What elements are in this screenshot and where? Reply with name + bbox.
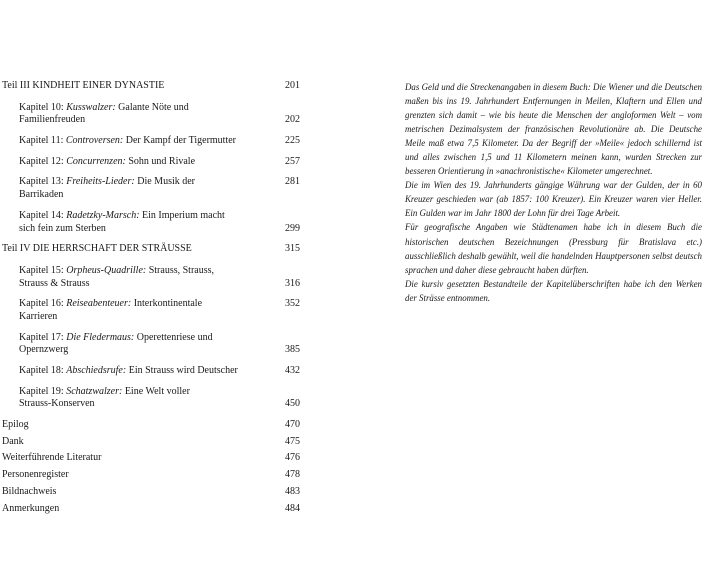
- page-number: 225: [285, 135, 300, 147]
- note-paragraph: Für geografische Angaben wie Städtenamen habe ich in diesem Buch die historischen deutschen Bezeichnungen (Pressburg für Bratislava etc.) ausschließlich deshalb gewählt, weil die handelnden Hauptpersonen selbst deutsch sprachen und daher diese gebraucht haben dürften.: [405, 222, 702, 275]
- page-number: 476: [285, 452, 300, 464]
- page-number: 316: [285, 277, 300, 289]
- toc-dank: Dank 475: [2, 435, 300, 447]
- page-number: 257: [285, 155, 300, 167]
- toc-chapter-12: Kapitel 12: Concurrenzen: Sohn und Rivale 257: [19, 155, 300, 167]
- toc-anmerkungen: Anmerkungen 484: [2, 502, 300, 514]
- toc-personenregister: Personenregister 478: [2, 469, 300, 481]
- toc-part-4: Teil IV DIE HERRSCHAFT DER STRÄUSSE 315: [2, 243, 300, 255]
- toc-chapter-16: Kapitel 16: Reiseabenteuer: Interkontinentale Karrieren 352: [19, 298, 300, 322]
- note-paragraph: Die kursiv gesetzten Bestandteile der Kapitelüberschriften habe ich den Werken der Strässe entnommen.: [405, 278, 702, 303]
- toc-epilog: Epilog 470: [2, 419, 300, 431]
- page-number: 315: [285, 243, 300, 255]
- toc-chapter-10: Kapitel 10: Kusswalzer: Galante Nöte und Familienfreuden 202: [19, 101, 300, 126]
- toc-chapter-13: Kapitel 13: Freiheits-Lieder: Die Musik der Barrikaden 281: [19, 176, 300, 201]
- toc-chapter-19: Kapitel 19: Schatzwalzer: Eine Welt voller Strauss-Konserven 450: [19, 385, 300, 410]
- table-of-contents: [2, 80, 300, 519]
- note-paragraph: Die im Wien des 19. Jahrhunderts gängige Währung war der Gulden, der in 60 Kreuzer geschieden war (ab 1857: 100 Kreuzer). Ein Kreuzer waren vier Heller. Ein Gulden war im Jahr 1800 der Lohn für drei Tage Arbeit.: [405, 180, 702, 219]
- toc-chapter-18: Kapitel 18: Abschiedsrufe: Ein Strauss wird Deutscher 432: [19, 365, 300, 376]
- page-number: 202: [285, 114, 300, 126]
- page-number: 470: [285, 419, 300, 431]
- page-number: 352: [285, 298, 300, 310]
- page-number: 450: [285, 398, 300, 410]
- page-number: 385: [285, 344, 300, 356]
- page-number: 299: [285, 222, 300, 234]
- toc-part-3: Teil III KINDHEIT EINER DYNASTIE 201: [2, 80, 300, 91]
- page-number: 484: [285, 502, 300, 514]
- page-number: 432: [285, 365, 300, 376]
- toc-bildnachweis: Bildnachweis 483: [2, 485, 300, 497]
- toc-literatur: Weiterführende Literatur 476: [2, 452, 300, 464]
- page-number: 201: [285, 80, 300, 91]
- toc-chapter-17: Kapitel 17: Die Fledermaus: Operettenriese und Opernzwerg 385: [19, 331, 300, 356]
- note-paragraph: Das Geld und die Streckenangaben in diesem Buch: Die Wiener und die Deutschen maßen bis ins 19. Jahrhundert Entfernungen in Meilen, Klaftern und Ellen und grenzten sich damit – wie bis heute die Menschen der angloformen Welt – vom metrischen Dezimalsystem der französischen Revolutionäre ab. Die Deutsche Meile maß etwa 7,5 Kilometer. Da der Begriff der »Meile« jedoch schillernd ist und alles zwischen 1,5 und 11 Kilometern meinen kann, wurden Strecken zur besseren Orientierung in »anachronistische« Kilometer umgerechnet.: [405, 82, 702, 177]
- page-number: 483: [285, 485, 300, 497]
- page-number: 281: [285, 176, 300, 188]
- page-number: 478: [285, 469, 300, 481]
- toc-chapter-15: Kapitel 15: Orpheus-Quadrille: Strauss, Strauss, Strauss & Strauss 316: [19, 264, 300, 289]
- editorial-notes: [405, 80, 702, 305]
- toc-chapter-11: Kapitel 11: Controversen: Der Kampf der Tigermutter 225: [19, 135, 300, 147]
- toc-chapter-14: Kapitel 14: Radetzky-Marsch: Ein Imperium macht sich fein zum Sterben 299: [19, 209, 300, 234]
- page-number: 475: [285, 435, 300, 447]
